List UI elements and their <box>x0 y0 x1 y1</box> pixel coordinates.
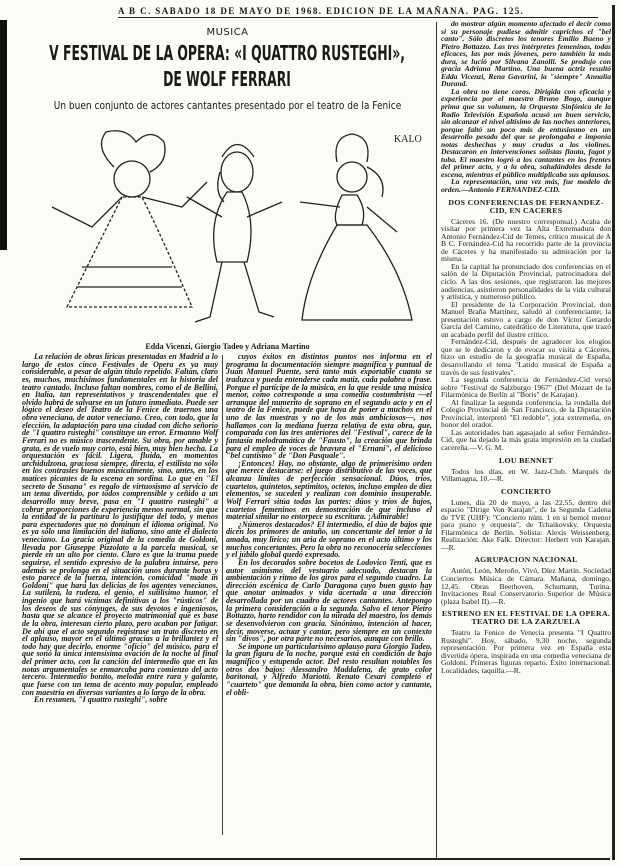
news-paragraph: Teatro la Fenice de Venecia presenta "I Quattro Rusteghi". Hoy, sábado, 9,30 noche, segunda representación. Por primera vez en España esta divertida ópera, inspirada en una comedia veneciana de Goldoni. Primeras figuras reparto. Éxito internacional. Localidades, taquilla.—R. <box>441 628 611 675</box>
center-singer-figure <box>187 145 282 323</box>
article-column-2 <box>226 353 432 696</box>
column-divider <box>222 355 223 835</box>
left-singer-figure <box>52 131 207 307</box>
article-title <box>10 40 444 92</box>
continuation-signature: La representación, una vez más, fue modelo de orden.—Antonio FERNANDEZ-CID. <box>441 177 611 195</box>
news-heading: DOS CONFERENCIAS DE FERNANDEZ-CID, EN CACERES <box>448 197 604 215</box>
continuation-paragraph: do mostrar algún momento afectado el decir como si su personaje pudiese admitir caprichos el "bel canto". Sólo discretos los tenores Emilio Bueno y Pietro Bottazzo. Las tres intérpretes femeninas, todas eficaces, las por más jóvenes, pero también la más dura, se lució por Silvana Zanolli. Se produjo con gracia Adriana Martino. Una buena actriz resultó Edda Vicenzi, Rena Gavarini, la "siempre" Annalia Durand. <box>441 19 611 89</box>
news-paragraph: Cáceres 16. (De nuestro corresponsal.) Acaba de visitar por primera vez la Alta Extremadura don Antonio Fernández-Cid de Temes, crítico musical de A B C. Fernández-Cid ha recorrido parte de la provincia de Cáceres y ha manifestado su admiración por la misma. <box>441 216 611 264</box>
paragraph: En resumen, "I quattro rusteghi", sobre <box>34 695 168 705</box>
right-singer-figure <box>300 134 412 320</box>
news-heading: CONCIERTO <box>500 486 552 496</box>
paragraph: ¿Números destacados? El intermedio, el dúo de bajos que dicen los primores de antaño, un concertante del tenor a la amada, muy lírico; un aria de soprano en el acto último y los muchos concertantes. Pero la obra no reconocería selecciones y el júbilo global quedó expresado. <box>226 519 432 560</box>
news-paragraph: La segunda conferencia de Fernández-Cid versó sobre "Festival de Salzburgo 1967" (Del Mozart de la Filarmónica de Berlín al "Boris" de Karajan). <box>441 375 611 400</box>
news-paragraph: Al finalizar la segunda conferencia, la rondalla del Colegio Provincial de San Francisco, de la Diputación Provincial, interpretó "El redoble", jota extremeña, en honor del orador. <box>441 397 611 430</box>
column-rule <box>436 22 437 860</box>
news-heading: LOU BENNET <box>499 455 553 465</box>
news-heading: AGRUPACION NACIONAL <box>474 555 578 565</box>
illustration-caption: Edda Vicenzi, Giorgio Tadeo y Adriana Martino <box>145 342 310 351</box>
news-paragraph: Fernández-Cid, después de agradecer los elogios que se le dedicaron y de evocar su visita a Cáceres, hizo un estudio de la geografía musical de España, desarrollando el tema "Latido musical de España a través de sus festivales". <box>441 337 611 377</box>
scan-edge-right <box>612 5 615 860</box>
paragraph: En los decorados sobre bocetos de Lodovico Tenti, que es autor asimismo del vestuario adecuado, destacan la ambientación y ritmo de los giros para el segundo cuadro. La dirección escénica de Carlo Daragona cuyo buen gusto hay que anotar animados y vida acertada a una dirección desarrollada por un cuadro de actores cantantes. Antepongo la primera consideración a la segunda. Salvo el tenor Pietro Bottazzo, harto rendidor con la mirada del maestro, los demás se desenvolvieron con gracia. Sinónimo, intención al hacer, decir, moverse, actuar y cantar, pero siempre en un contexto sin "divos", por otra parte no necesarios, aunque con brillo. <box>226 557 432 644</box>
right-column <box>441 20 611 674</box>
news-paragraph: El presidente de la Corporación Provincial, don Manuel Braña Martínez, saludó al conferenciante; la presentación estuvo a cargo de don Víctor Gerardo García del Camino, catedrático de Literatura, que trazó un acabado perfil del ilustre crítico. <box>441 299 611 339</box>
article-column-1 <box>22 353 218 704</box>
news-paragraph: Autón, León, Meroño, Vivó, Díez Martín. Sociedad Conciertos Música de Cámara. Mañana, domingo, 12,45. Obras Beethoven, Schumann, Turina. Invitaciones Real Conservatorio Superior de Música (plaza Isabel II).—R. <box>441 566 611 606</box>
bottom-rule <box>20 858 610 860</box>
title-line-2: DE WOLF FERRARI <box>163 67 291 91</box>
news-paragraph: Las autoridades han agasajado al señor Fernández-Cid, que ha dejado la más grata impresión en la ciudad cacereña.—V. G. M. <box>441 427 611 452</box>
continuation-paragraph: La obra no tiene coros. Dirigida con eficacia y experiencia por el maestro Bruno Bogo, aunque prima que su volumen, la Orquesta Sinfónica de la Radio Televisión Española acusó un buen servicio, sin alcanzar el nivel altísimo de las noches anteriores, porque faltó un poco más de entusiasmo en un desarrollo pesado del que se prolongaba e imponía notas deshechas y muy crudas a los violines. Destacaron en intervenciones solistas flauta, fagot y tuba. El maestro logró a los cantantes en los frentes del primer acto, y a la obra, saludándoles desde la escena, mientras el público multiplicaba sus aplausos. <box>441 86 611 179</box>
news-paragraph: Todos los días, en W. Jazz-Club. Marqués de Villamagna, 10.—R. <box>441 466 611 484</box>
scan-edge-left <box>0 20 7 250</box>
section-label: MUSICA <box>206 27 249 38</box>
paragraph: La relación de obras líricas presentadas en Madrid a lo largo de estos cinco Festivales de Opera es ya muy considerable, a pesar de algún título repetido. Faltan, claro es, muchos, muchísimos fundamentales en la historia del teatro cantado. Incluso faltan nombres, como el de Bellini, en Italia, tan representativos y trascendentales que el olvido habrá de salvarse en un futuro inmediato. Puede ser lógico el deseo del Teatro de la Fenice de traernos una obra veneciana, de autor veneciano. Creo, con todo, que la elección, la adaptación para una ciudad con dicho señorío de "I quattro rusteghi" constituye un error. Ermanno Wolf Ferrari no es músico trascendente. Su obra, por amable y grata, es de vuelo muy corto, está bien, muy bien hecha. La orquestación es fácil. Ligera, fluida, en momentos archidulzona, graciosa siempre, directa, el estilista no sólo en los contrastes buenos musicalmente, sino, antes, en los matices picantes de la escena en sordina. Lo que en "El secreto de Susana" es regalo de virtuosismo al servicio de un tema divertido, por todos comprensible y ceñido a un desarrollo muy breve, pasa en "I quattro rusteghi" a cobrar proporciones de experiencia menos normal, sin que la entidad de la partitura lo justifique del todo, y menos para espectadores que no dominan el idioma original. No es ya sólo una limitación del italiano, sino ante el dialecto veneciano. La gracia original de la comedia de Goldoni, llevada por Giuseppe Pizzolato a la parcela musical, se pierde en un alto por ciento. Claro es que la trama puede seguirse, el sentido expresivo de la palabra intuirse, pero además se prolonga en el situación unos durante horas y esto parece de la fuerza, intención, comicidad "made in Goldoni" que hará las delicias de los agentes venecianos. La sutileza, la rudeza, el genio, el sutilísimo humor, el ingenio que hará víctimas definitivas a los "rústicos" de los deseos de sus cónyuges, de sus devotos e ingeniosos, hasta que se alcance el proyecto matrimonial que es base de la obra, interesan cierto plazo, pero acaban por fatigar. De ahí que el acto segundo registrase un trato discreto en el aplauso, mayor en el último gracias a la brillantez y el todo hay que decirlo, enorme "oficio" del músico, para el que sonó la única intensísima ovación de la noche al final del primer acto, con la canción del intermedio que en las notas argumentales se enmarcaba para comienzo del acto tercero. Intermedio bonito, melodía entre rara y galante, que fuese con un tema de acento muy popular, empleado con maestría en diversas variantes a lo largo de la obra. <box>22 352 218 697</box>
news-heading: ESTRENO EN EL FESTIVAL DE LA OPERA. TEATRO DE LA ZARZUELA <box>441 609 611 627</box>
news-paragraph: En la capital ha pronunciado dos conferencias en el salón de la Diputación Provincial, patrocinadora del ciclo. A las dos sesiones, que registraron las mejores audiencias, asistieron personalidades de la vida cultural y artística, y numeroso público. <box>441 261 611 302</box>
page-header: A B C. SABADO 18 DE MAYO DE 1968. EDICION DE LA MAÑANA. PAG. 125. <box>118 6 598 18</box>
news-paragraph: Lunes, día 20 de mayo, a las 22,55, dentro del espacio "Dirige Von Karajan", de la Segunda Cadena de TVE (UHF): "Concierto núm. 1 en si bemol menor para piano y orquesta", de Tchaikovsky. Orquesta Filarmónica de Berlín. Solista: Alexis Weissenberg. Realización: Ake Falk. Director: Herbert von Karajan.—R. <box>441 497 611 552</box>
article-subtitle: Un buen conjunto de actores cantantes presentado por el teatro de la Fenice <box>53 99 402 112</box>
paragraph: Se impone un particularísimo aplauso para Giorgio Tadeo, la gran figura de la noche, porque está en condición de bajo magnífico y estupendo actor. Del resto resultan notables los otros dos bajos: Alessandro Maddalena, de grato color baritonal, y Alfredo Mariotti. Renato Cesari completó el "cuarteto" que demanda la obra, bien como actor y cantante, el obli- <box>226 641 432 697</box>
paragraph: cuyos éxitos en distintos puntos nos informa en el programa la documentación siempre magnífica y puntual de Juan Manuel Puente, será tanto más exportable cuanto se traduzca y pueda entenderse cada matiz, cada palabra o frase. Porque el partícipe de la música, en la que reside una música menor, como corresponde a una comedia costumbrista —el arranque del numerito de soprano en el segundo acto y en el teatro de la Fenice, puede que haya de poner a muchos en el uno de las nuestras y no de los más ambiciosos—, nos hallamos con la mediana fuerza relativa de esta obra, que, comparada con las tres anteriores del "Festival", carece de la fantasía melodramática de "Fausto", la creación que brinda para el empleo de voces de bravura el "Ernani", el delicioso "bel cantismo" de "Don Pasquale". <box>226 352 432 461</box>
caricature-illustration <box>22 117 434 342</box>
title-line-1: V FESTIVAL DE LA OPERA: «I QUATTRO RUSTEGHI», <box>49 41 405 65</box>
illustration-signature: KALO <box>394 134 422 145</box>
paragraph: ¡Entonces! Hay, no obstante, algo de primerísimo orden que merece destacarse: el juego distributivo de las voces, que alcanza límites de perfección sensacional. Dúos, tríos, cuartetos, quintetos, septimitos, octetos, incluso empleo de diez elementos, se suceden y realizan con dominio insuperable. Wolf Ferrari sitúa todas las partes: dúos y tríos de bajos, cuartetos femeninos en demostración de que incluso el material similar no entorpece su escritura. ¡Admirable! <box>226 458 432 522</box>
